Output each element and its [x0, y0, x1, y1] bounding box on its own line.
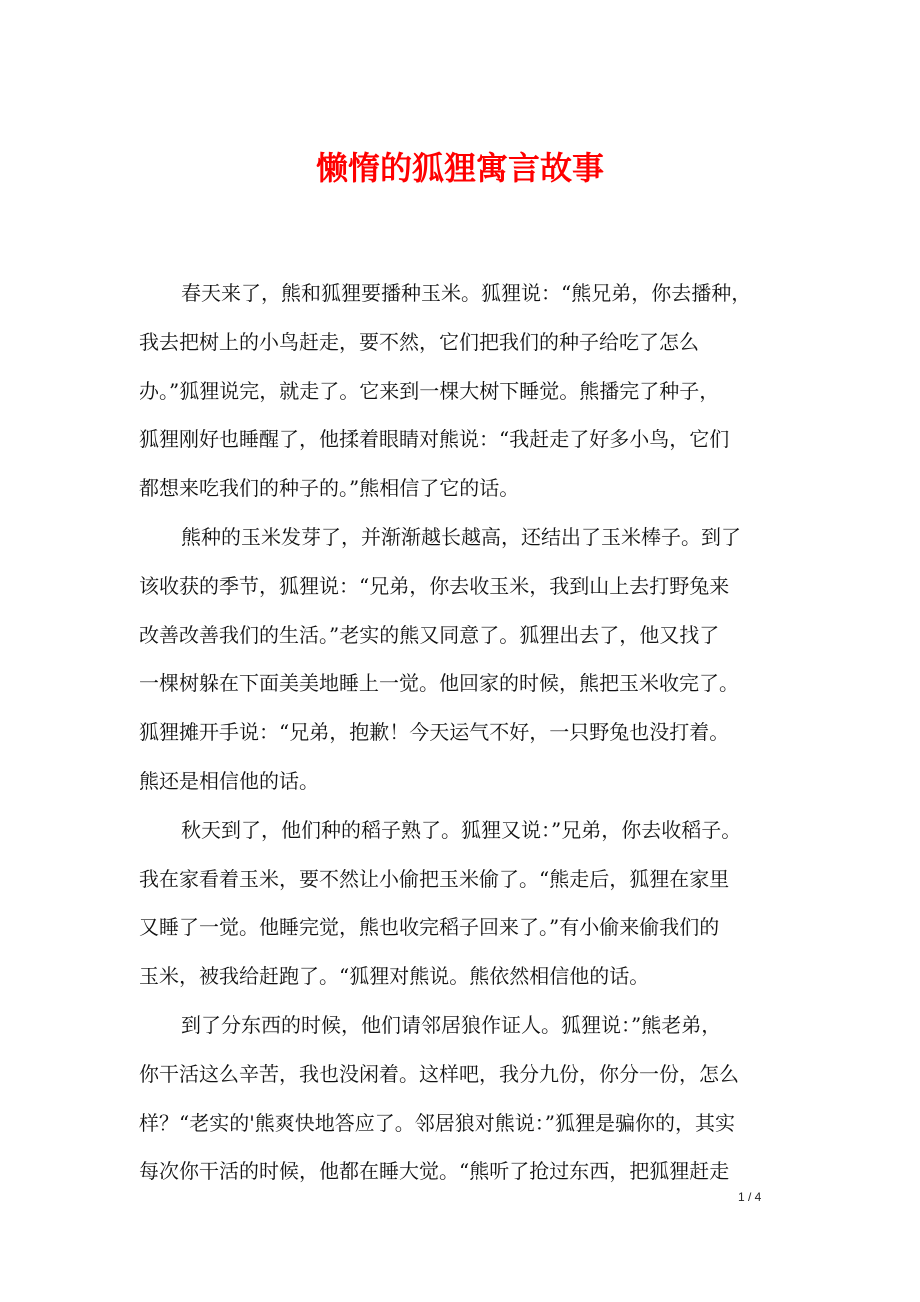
text-line: 每次你干活的时候，他都在睡大觉。“熊听了抢过东西，把狐狸赶走 [139, 1159, 730, 1184]
text-line: 我去把树上的小鸟赶走，要不然，它们把我们的种子给吃了怎么 [139, 329, 699, 354]
text-line: 春天来了，熊和狐狸要播种玉米。狐狸说：“熊兄弟，你去播种， [181, 281, 752, 305]
story-body [139, 269, 799, 1196]
text-line: 该收获的季节，狐狸说：“兄弟，你去收玉米，我到山上去打野兔来 [139, 573, 730, 598]
page-title: 懒惰的狐狸寓言故事 [315, 149, 604, 187]
text-line: 都想来吃我们的种子的。”熊相信了它的话。 [139, 476, 520, 501]
text-line: 我在家看着玉米，要不然让小偷把玉米偷了。“熊走后，狐狸在家里 [139, 866, 730, 891]
text-line: 到了分东西的时候，他们请邻居狼作证人。狐狸说：”熊老弟， [181, 1012, 722, 1037]
page-number: 1 / 4 [738, 1190, 762, 1204]
text-line: 又睡了一觉。他睡完觉，熊也收完稻子回来了。”有小偷来偷我们的 [139, 915, 720, 940]
text-line: 狐狸摊开手说：“兄弟，抱歉！今天运气不好，一只野兔也没打着。 [139, 720, 730, 745]
text-line: 熊种的玉米发芽了，并渐渐越长越高，还结出了玉米棒子。到了 [181, 524, 741, 549]
text-line: 改善改善我们的生活。”老实的熊又同意了。狐狸出去了，他又找了 [139, 622, 720, 647]
text-line: 秋天到了，他们种的稻子熟了。狐狸又说：”兄弟，你去收稻子。 [181, 817, 742, 842]
text-line: 办。”狐狸说完，就走了。它来到一棵大树下睡觉。熊播完了种子， [139, 378, 720, 403]
text-line: 你干活这么辛苦，我也没闲着。这样吧，我分九份，你分一份，怎么 [139, 1061, 739, 1086]
text-line: 一棵树躲在下面美美地睡上一觉。他回家的时候，熊把玉米收完了。 [139, 671, 739, 696]
text-line: 样？“老实的'熊爽快地答应了。邻居狼对熊说：”狐狸是骗你的，其实 [139, 1110, 735, 1135]
text-line: 玉米，被我给赶跑了。“狐狸对熊说。熊依然相信他的话。 [139, 964, 650, 989]
text-line: 熊还是相信他的话。 [139, 768, 319, 793]
text-line: 狐狸刚好也睡醒了，他揉着眼睛对熊说：“我赶走了好多小鸟，它们 [139, 427, 730, 452]
